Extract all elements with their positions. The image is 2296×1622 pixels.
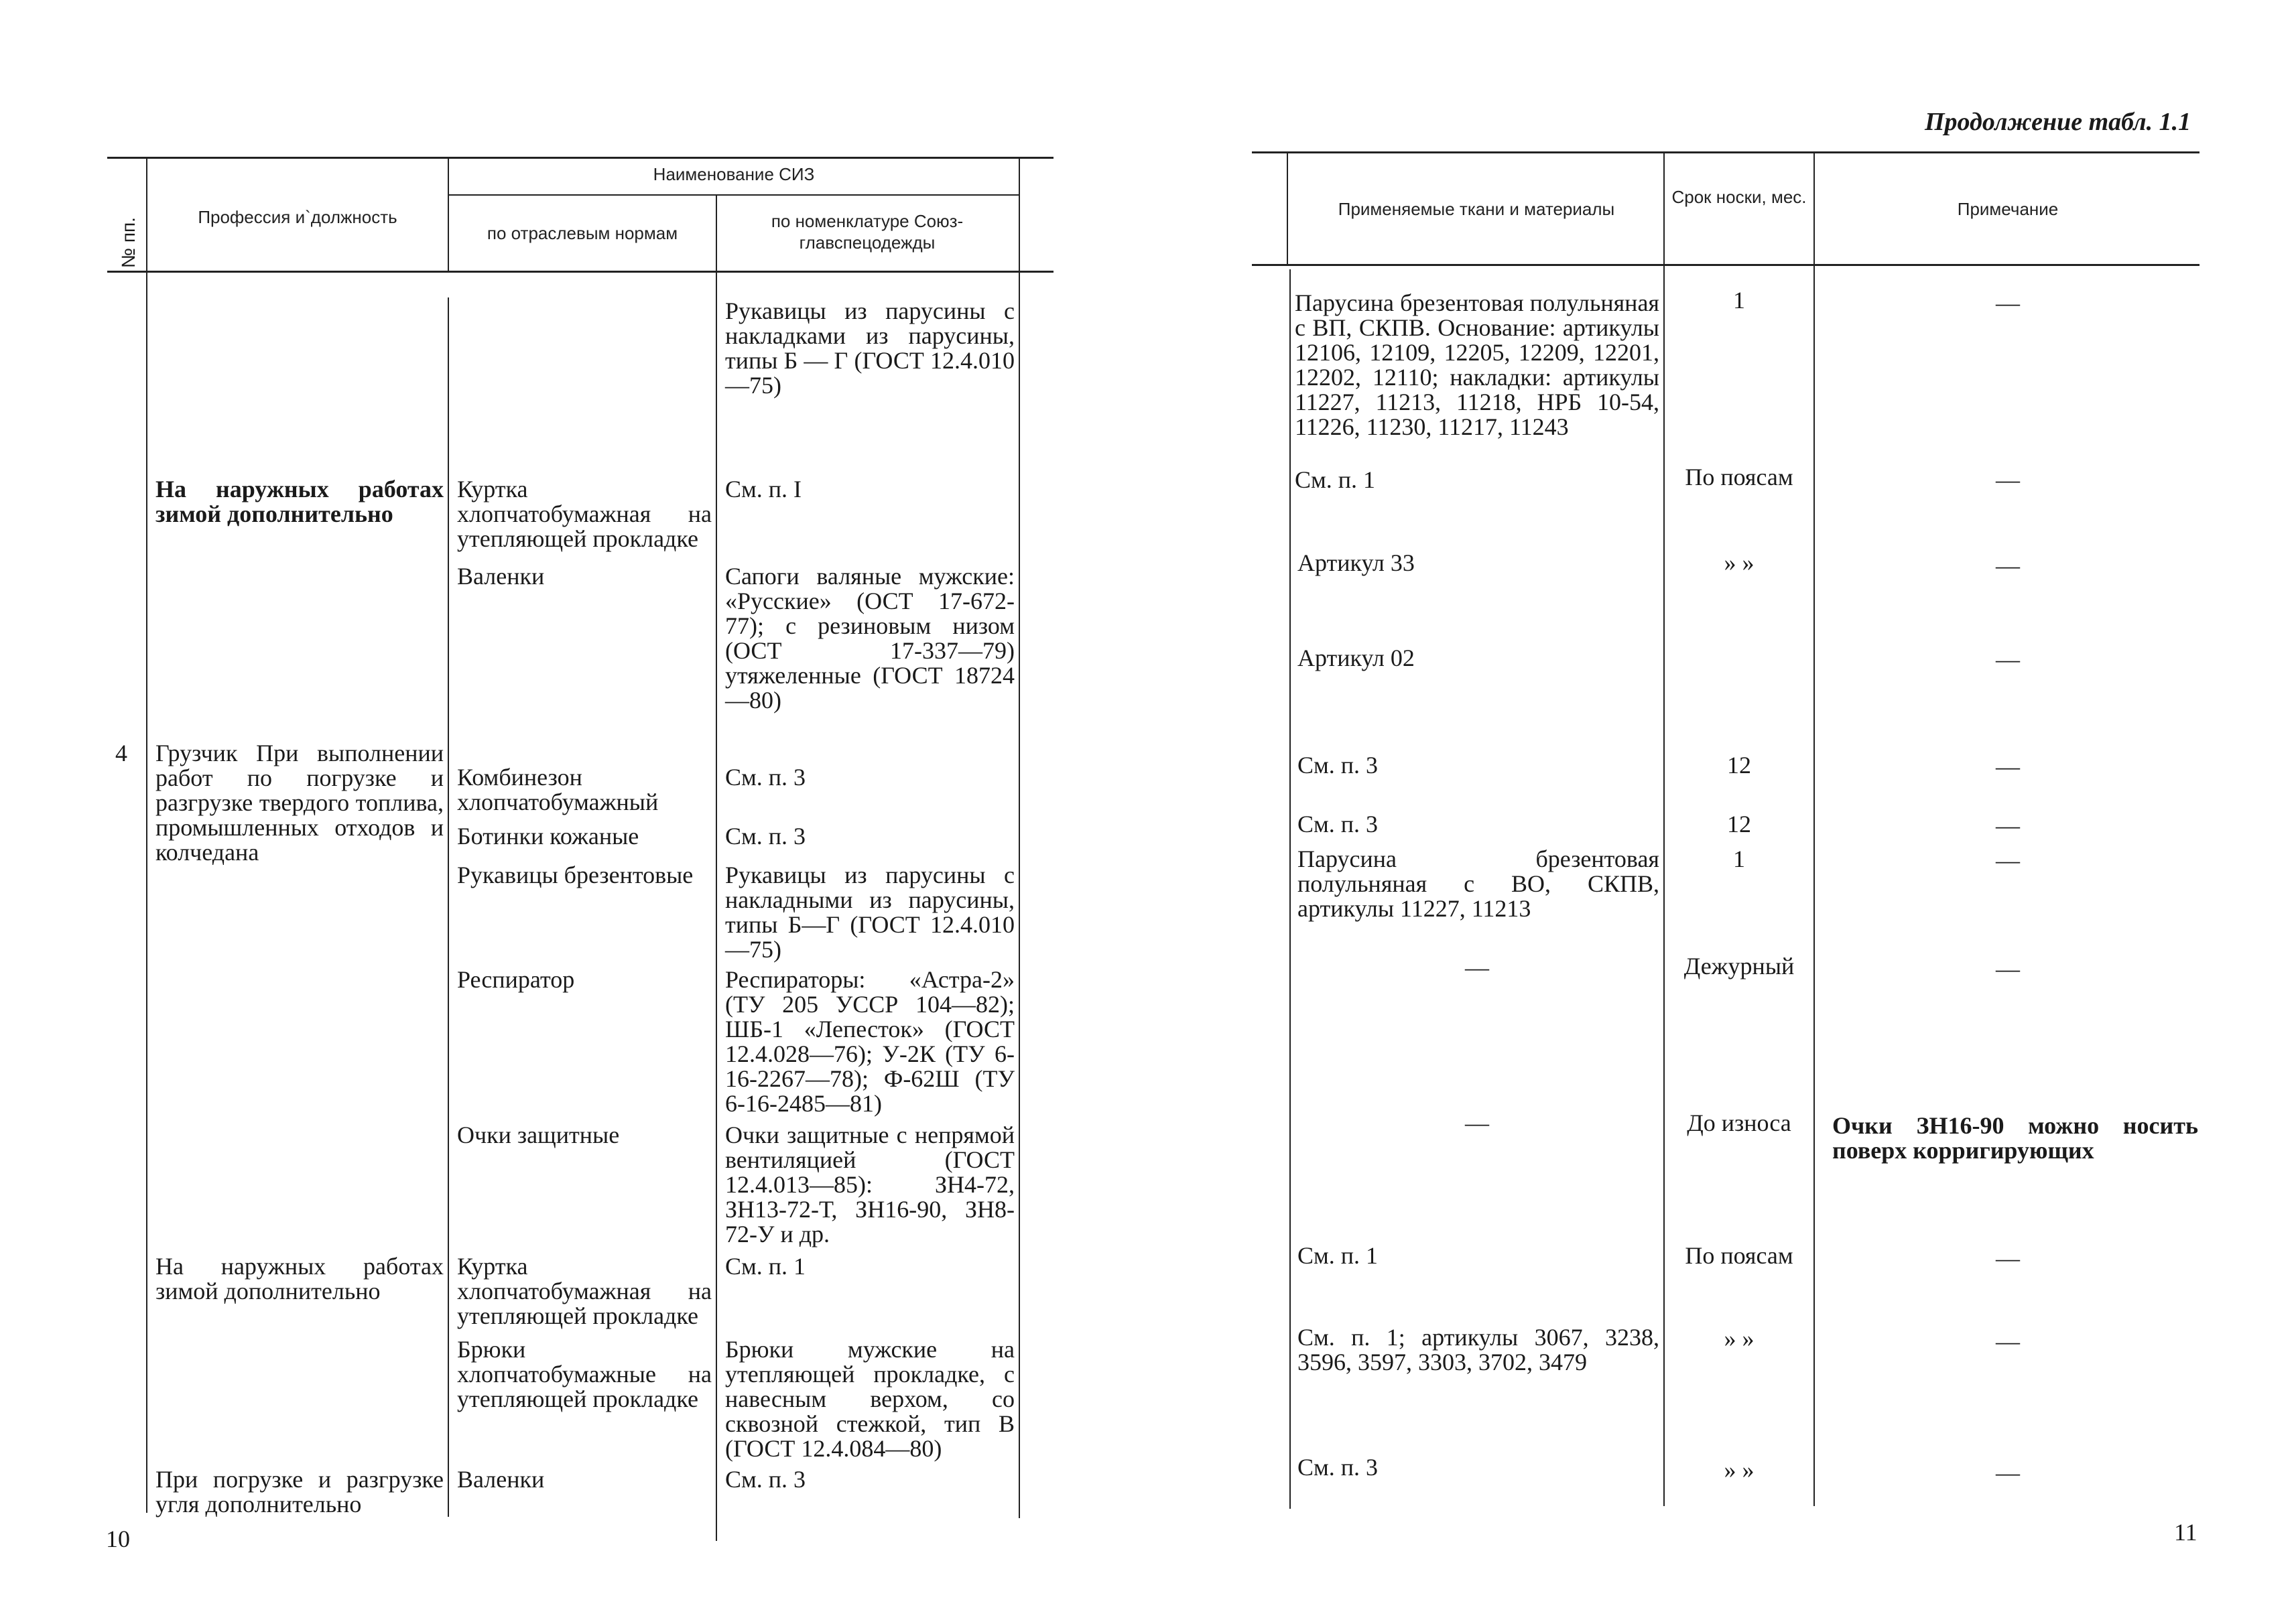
row2-note: — (1996, 552, 2020, 579)
left-col-rule-4 (1019, 158, 1020, 1518)
row9-note: — (1996, 1328, 2020, 1355)
right-col-rule-2 (1813, 153, 1815, 1506)
row1-profession: На наружных работах зимой дополнительно (155, 476, 444, 527)
row10-profession: При погрузке и разгрузке угля дополнительно (155, 1466, 444, 1517)
right-header-bottom-rule (1252, 264, 2199, 266)
row10-nomenclature: См. п. 3 (725, 1466, 806, 1493)
row0-term: 1 (1733, 287, 1745, 314)
left-header-bottom-rule (107, 271, 1054, 273)
row5-branch: Рукавицы брезентовые (457, 862, 694, 888)
row10-note: — (1996, 1459, 2020, 1486)
row1-note: — (1996, 466, 2020, 493)
row8-term: По поясам (1685, 1242, 1793, 1269)
row8-note: — (1996, 1245, 2020, 1272)
row3-profession: Грузчик При выполнении работ по погрузке и разгрузке твердого топлива, промышленных отходов и колчедана (155, 740, 444, 866)
row10-branch: Валенки (457, 1466, 545, 1493)
row7-nomenclature: Очки защитные с непрямой вентиляцией (ГОСТ 12.4.013—85): ЗН4-72, ЗН13-72-Т, ЗН16-90, ЗН8-72-У и др. (725, 1122, 1015, 1247)
row3-branch: Комбинезон хлопчатобумажный (457, 764, 659, 815)
header-num: № пп. (118, 217, 139, 268)
row1-branch: Куртка хлопчатобумажная на утепляющей прокладке (457, 476, 712, 552)
row9-materials: См. п. 1; артикулы 3067, 3238, 3596, 3597, 3303, 3702, 3479 (1297, 1324, 1659, 1375)
row2-materials: Артикул 33 (1297, 549, 1415, 576)
row10-term: » » (1724, 1457, 1755, 1483)
left-col-rule-1 (146, 158, 147, 1513)
row8-nomenclature: См. п. 1 (725, 1253, 806, 1280)
row6-materials: — (1465, 954, 1489, 981)
left-siz-rule (448, 194, 1019, 196)
row7-note: Очки ЗН16-90 можно носить поверх корригирующих (1832, 1112, 2198, 1164)
row0-note: — (1996, 289, 2020, 316)
page-number-left: 10 (106, 1526, 130, 1552)
right-col-rule-0 (1287, 153, 1288, 265)
row1-materials: См. п. 1 (1295, 466, 1376, 493)
row0-nomenclature: Рукавицы из парусины с накладками из парусины, типы Б — Г (ГОСТ 12.4.010—75) (725, 297, 1015, 399)
row1-term: По поясам (1685, 464, 1793, 490)
row3-term: 12 (1727, 752, 1751, 779)
header-materials: Применяемые ткани и материалы (1338, 199, 1615, 219)
row4-term: 12 (1727, 811, 1751, 837)
row9-branch: Брюки хлопчатобумажные на утепляющей прокладке (457, 1336, 712, 1412)
row4-note: — (1996, 812, 2020, 839)
row2-note-2: — (1996, 646, 2020, 673)
right-top-rule (1252, 151, 2199, 153)
row3-materials: См. п. 3 (1297, 752, 1379, 779)
left-col-rule-2 (448, 158, 449, 272)
row2-materials-2: Артикул 02 (1297, 645, 1415, 671)
header-note: Примечание (1957, 199, 2059, 219)
continuation-title: Продолжение табл. 1.1 (1925, 108, 2191, 136)
row3-note: — (1996, 753, 2020, 780)
page-number-right: 11 (2174, 1519, 2197, 1546)
row6-nomenclature: Респираторы: «Астра-2» (ТУ 205 УССР 104—82); ШБ-1 «Лепесток» (ГОСТ 12.4.028—76); У-2К (ТУ 6-16-2267—78); Ф-62Ш (ТУ 6-16-2485—81) (725, 966, 1015, 1117)
left-col-rule-2b (448, 297, 449, 1517)
header-profession: Профессия и`должность (198, 207, 397, 227)
row5-term: 1 (1733, 846, 1745, 872)
row2-branch: Валенки (457, 563, 545, 590)
row8-branch: Куртка хлопчатобумажная на утепляющей прокладке (457, 1253, 712, 1329)
row10-materials: См. п. 3 (1297, 1454, 1379, 1481)
row7-branch: Очки защитные (457, 1122, 620, 1148)
row3-num: 4 (115, 740, 127, 766)
right-col-rule-1 (1663, 153, 1665, 1506)
row7-materials: — (1465, 1109, 1489, 1136)
row2-nomenclature: Сапоги валяные мужские: «Русские» (ОСТ 17-672-77); с резиновым низом (ОСТ 17-337—79) утяжеленные (ГОСТ 18724—80) (725, 563, 1015, 714)
row6-note: — (1996, 955, 2020, 982)
row5-nomenclature: Рукавицы из парусины с накладными из парусины, типы Б—Г (ГОСТ 12.4.010—75) (725, 862, 1015, 963)
row4-materials: См. п. 3 (1297, 811, 1379, 837)
row1-nomenclature: См. п. I (725, 476, 802, 502)
row4-branch: Ботинки кожаные (457, 823, 639, 850)
header-term: Срок носки, мес. (1671, 187, 1807, 207)
row8-profession: На наружных работах зимой дополнительно (155, 1253, 444, 1304)
row4-nomenclature: См. п. 3 (725, 823, 806, 850)
row0-materials: Парусина брезентовая полульняная с ВП, СКПВ. Основание: артикулы 12106, 12109, 12205, 12209, 12201, 12202, 12110; накладки: артикулы 11227, 11213, 11218, НРБ 10-54, 11226, 11230, 11217, 11243 (1295, 289, 1659, 440)
row6-branch: Респиратор (457, 966, 575, 993)
row9-term: » » (1724, 1325, 1755, 1352)
row8-materials: См. п. 1 (1297, 1242, 1379, 1269)
row7-term: До износа (1687, 1109, 1791, 1136)
header-nomenclature: по номенклатуре Союз-главспецодежды (771, 211, 964, 253)
left-top-rule (107, 157, 1054, 159)
row2-term: » » (1724, 549, 1755, 576)
left-col-rule-3 (716, 194, 717, 1541)
right-col-rule-0b (1289, 269, 1291, 1509)
row5-note: — (1996, 847, 2020, 874)
row5-materials: Парусина брезентовая полульняная с ВО, СКПВ, артикулы 11227, 11213 (1297, 846, 1659, 922)
row9-nomenclature: Брюки мужские на утепляющей прокладке, с навесным верхом, со сквозной стежкой, тип В (ГОСТ 12.4.084—80) (725, 1336, 1015, 1462)
row3-nomenclature: См. п. 3 (725, 764, 806, 791)
header-branch: по отраслевым нормам (487, 223, 678, 243)
row6-term: Дежурный (1683, 953, 1795, 979)
header-siz-group: Наименование СИЗ (653, 164, 815, 184)
